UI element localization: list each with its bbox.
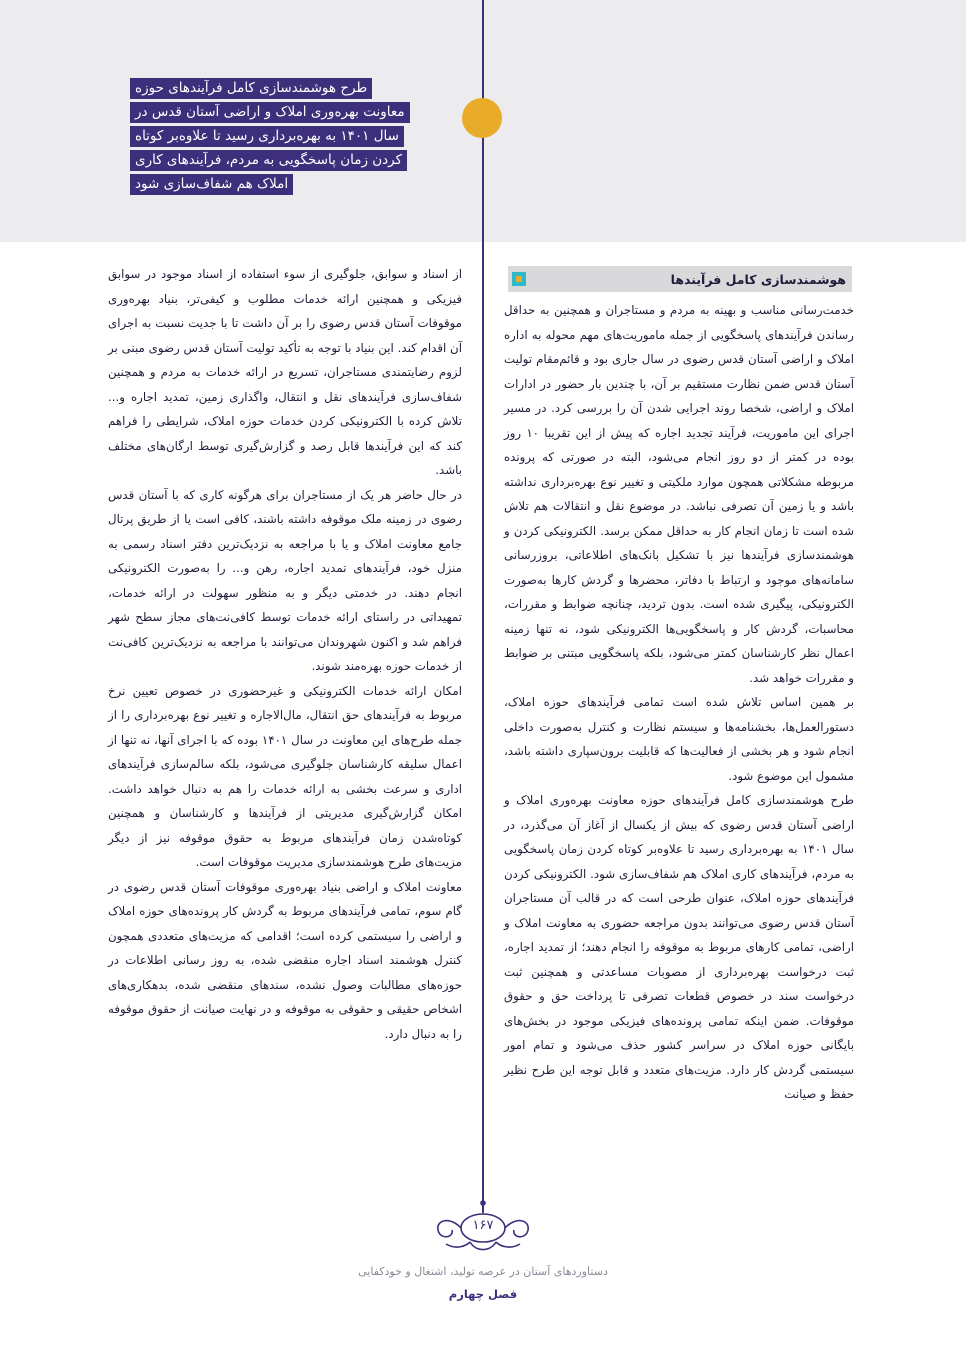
paragraph: معاونت املاک و اراضی بنیاد بهره‌وری موقوفات آستان قدس رضوی در گام سوم، تمامی فرآیندهای مربوط به گردش کار پرونده‌های حوزه املاک و اراضی را سیستمی کرده است؛ اقدامی که مزیت‌های متعددی همچون کنترل هوشمند اسناد اجاره منقضی شده، به روز رسانی اطلاعات در حوزه‌های مطالبات وصول نشده، سندهای منقضی شده، بدهکاری‌های اشخاص حقیقی و حقوقی به موقوفه و در نهایت صیانت از حقوق موقوفه را به دنبال دارد. bbox=[108, 879, 462, 1041]
paragraph: امکان ارائه خدمات الکترونیکی و غیرحضوری در خصوص تعیین نرخ مربوط به فرآیندهای حق انتقال، مال‌الاجاره و تغییر نوع بهره‌برداری را از جمله طرح‌های این معاونت در سال ۱۴۰۱ بوده که با اجرای آنها، نه تنها از اعمال سلیقه کارشناسان جلوگیری می‌شود، بلکه سالم‌سازی فرآیندهای اداری و سرعت بخشی به ارائه خدمات را هم به دنبال خواهد داشت. امکان گزارش‌گیری مدیریتی از فرآیندها و کارشناسان و همچنین کوتاه‌شدن زمان فرآیندهای مربوط به حقوق موقوفه نیز از دیگر مزیت‌های طرح هوشمندسازی مدیریت موقوفات است. bbox=[108, 683, 462, 869]
paragraph: خدمت‌رسانی مناسب و بهینه به مردم و مستاجران و همچنین به حداقل رساندن فرآیندهای پاسخگویی از جمله ماموریت‌های مهم محوله به اداره املاک و اراضی آستان قدس رضوی در سال جاری بود و قائم‌مقام تولیت آستان قدس ضمن نظارت مستقیم بر آن، با چندین بار حضور در ادارات املاک و اراضی، شخصا روند اجرایی شدن آن را بررسی کرد. در مسیر اجرای این ماموریت، فرآیند تجدید اجاره که پیش از این تقریبا ۱۰ روز بوده در کمتر از دو روز انجام می‌شود، البته در صورتی که پرونده مربوطه مشکلاتی همچون موارد ملکیتی و تغییر نوع بهره‌برداری نداشته باشد و یا زمین آن تصرفی نباشد. در موضوع نقل و انتقالات هم تلاش شده است تا زمان انجام کار به حداقل ممکن برسد. الکترونیکی کردن و هوشمندسازی فرآیندها نیز با تشکیل بانک‌های اطلاعاتی، بروزرسانی سامانه‌های موجود و ارتباط با دفاتر، محضرها و گردش کارها به‌صورت الکترونیکی، پیگیری شده است. بدون تردید، چنانچه ضوابط و مقررات، محاسبات، گردش کار و پاسخگویی‌ها الکترونیکی شود، نه تنها زمینه اعمال نظر کارشناسان کمتر می‌شود، بلکه پاسخگویی مبتنی بر ضوابط و مقررات خواهد شد. bbox=[504, 303, 854, 685]
right-column bbox=[504, 298, 854, 1107]
paragraph: در حال حاضر هر یک از مستاجران برای هرگونه کاری که با آستان قدس رضوی در زمینه ملک موقوفه داشته باشند، کافی است یا از طریق پرتال جامع معاونت املاک و یا با مراجعه به نزدیک‌ترین دفتر اسناد رسمی به منزل خود، فرآیندهای تمدید اجاره، رهن و... را به‌صورت الکترونیکی انجام دهند. در خدمتی دیگر و به منظور سهولت در ارائه خدمات، تمهیداتی در راستای ارائه خدمات توسط کافی‌نت‌های مجاز سطح شهر فراهم شد و اکنون شهروندان می‌توانند با مراجعه به نزدیک‌ترین کافی‌نت از خدمات حوزه بهره‌مند شوند. bbox=[108, 487, 462, 673]
chapter-label: فصل چهارم bbox=[448, 1287, 518, 1301]
gold-circle-ornament bbox=[462, 98, 502, 138]
diamond-bullet-icon bbox=[512, 272, 526, 286]
section-header bbox=[508, 266, 852, 292]
paragraph: طرح هوشمندسازی کامل فرآیندهای حوزه معاونت بهره‌وری املاک و اراضی آستان قدس رضوی که بیش از یکسال از آغاز آن می‌گذرد، در سال ۱۴۰۱ به بهره‌برداری رسید تا علاوه‌بر کوتاه کردن زمان پاسخگویی به مردم، فرآیندهای کاری املاک هم شفاف‌سازی شود. الکترونیکی کردن فرآیندهای حوزه املاک، عنوان طرحی است که در قالب آن مستاجران آستان قدس رضوی می‌توانند بدون مراجعه حضوری به معاونت املاک و اراضی، تمامی کارهای مربوط به موقوفه را انجام دهند؛ از تمدید اجاره، ثبت درخواست بهره‌برداری از مصوبات مساعدتی و همچنین ثبت درخواست سند در خصوص قطعات تصرفی تا پرداخت حق و حقوق موقوفات. ضمن اینکه تمامی پرونده‌های فیزیکی موجود در بخش‌های بایگانی حوزه املاک در سراسر کشور حذف می‌شود و تمام امور سیستمی گردش کار دارد. مزیت‌های متعدد و قابل توجه این طرح نظیر حفظ و صیانت bbox=[504, 793, 854, 1101]
pull-quote bbox=[130, 78, 454, 195]
page-number: ۱۶۷ bbox=[472, 1218, 494, 1233]
center-divider bbox=[482, 0, 484, 1212]
paragraph: از اسناد و سوابق، جلوگیری از سوء استفاده از اسناد موجود در سوابق فیزیکی و همچنین ارائه خدمات مطلوب و کیفی‌تر، بنیاد بهره‌وری موقوفات آستان قدس رضوی را بر آن داشت تا با جدیت نسبت به اجرای آن اقدام کند. این بنیاد با توجه به تأکید تولیت آستان قدس رضوی مبنی بر لزوم رضایتمندی مستاجران، تسریع در ارائه خدمات به مردم و همچنین شفاف‌سازی فرآیندهای نقل و انتقال، واگذاری زمین، تمدید اجاره و... تلاش کرده با الکترونیکی کردن خدمات حوزه املاک، شرایطی را فراهم کند که این فرآیندها قابل رصد و گزارش‌گیری توسط ارگان‌های مختلف باشد. bbox=[108, 267, 462, 477]
pull-quote-line: معاونت بهره‌وری املاک و اراضی آستان قدس در bbox=[130, 102, 410, 123]
pull-quote-line: کردن زمان پاسخگویی به مردم، فرآیندهای کاری bbox=[130, 150, 407, 171]
pull-quote-line: املاک هم شفاف‌سازی شود bbox=[130, 174, 293, 195]
pull-quote-line: سال ۱۴۰۱ به بهره‌برداری رسید تا علاوه‌بر کوتاه bbox=[130, 126, 404, 147]
left-column bbox=[108, 262, 462, 1046]
pull-quote-line: طرح هوشمندسازی کامل فرآیندهای حوزه bbox=[130, 78, 372, 99]
paragraph: بر همین اساس تلاش شده است تمامی فرآیندهای حوزه املاک، دستورالعمل‌ها، بخشنامه‌ها و سیستم نظارت و کنترل به‌صورت داخلی انجام شود و هر بخشی از فعالیت‌ها که قابلیت برون‌سپاری داشته باشد، مشمول این موضوع شود. bbox=[504, 695, 854, 783]
section-title: هوشمندسازی کامل فرآیندها bbox=[670, 271, 846, 287]
book-title: دستاوردهای آستان در عرصه تولید، اشتغال و خودکفایی bbox=[358, 1265, 608, 1278]
